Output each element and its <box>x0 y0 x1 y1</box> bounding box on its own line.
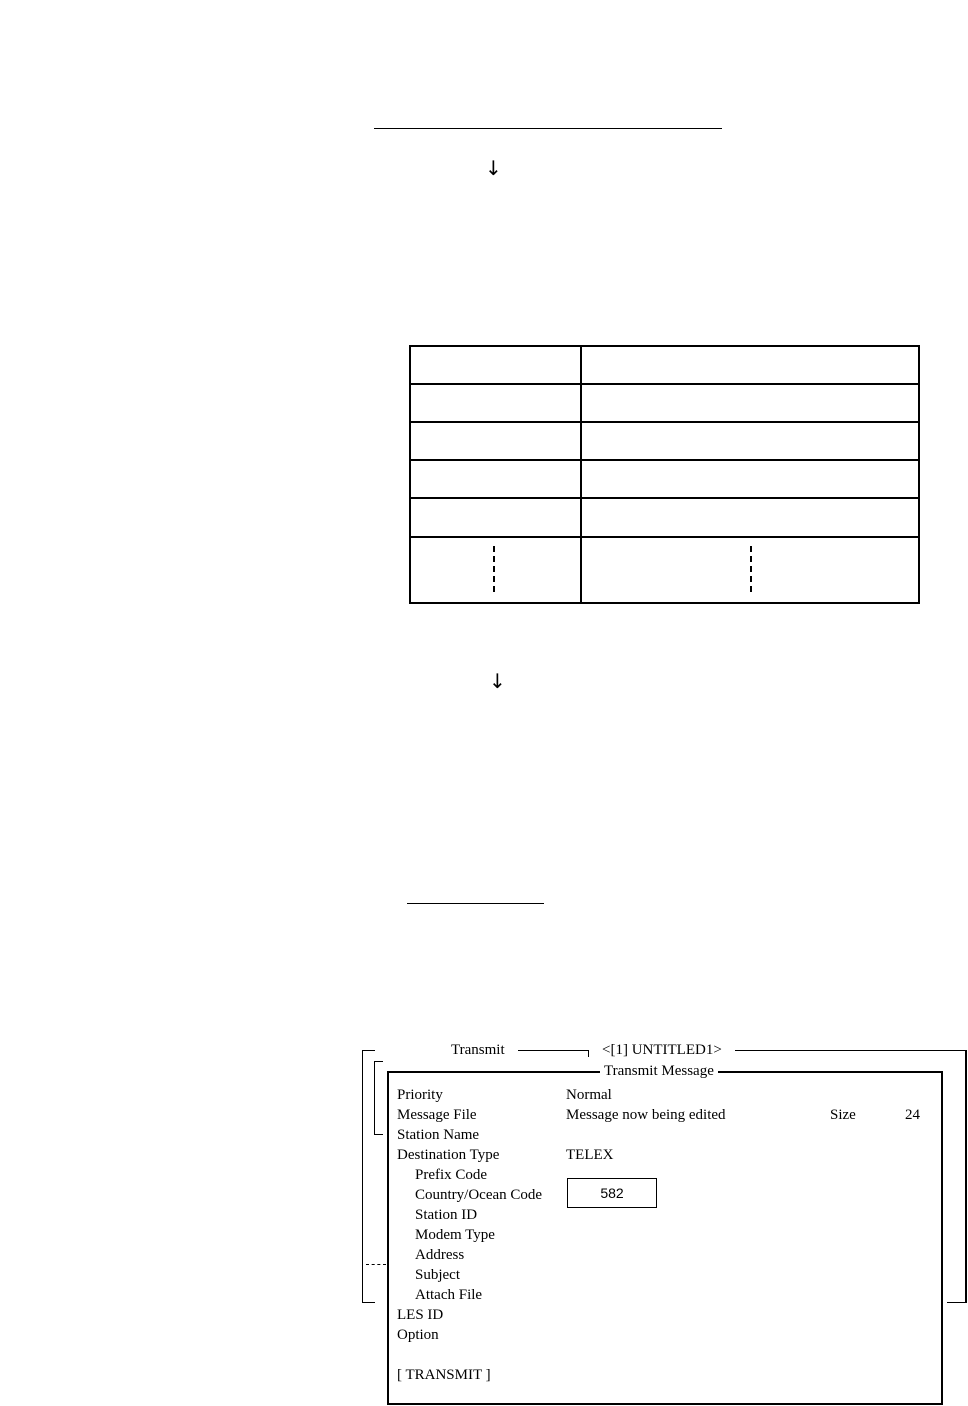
station-name-label[interactable]: Station Name <box>397 1127 480 1143</box>
window-top-border <box>735 1050 947 1051</box>
les-id-label[interactable]: LES ID <box>397 1307 444 1323</box>
table-row-divider <box>411 536 918 538</box>
address-label[interactable]: Address <box>415 1247 465 1263</box>
top-underline <box>374 128 722 129</box>
continuation-dashes <box>493 546 495 592</box>
size-value: 24 <box>905 1107 920 1123</box>
destination-type-value: TELEX <box>566 1147 614 1163</box>
attach-file-label[interactable]: Attach File <box>415 1287 483 1303</box>
outer-window-right-edge <box>947 1050 967 1303</box>
prefix-code-label[interactable]: Prefix Code <box>415 1167 488 1183</box>
priority-label[interactable]: Priority <box>397 1087 443 1103</box>
table-row-divider <box>411 497 918 499</box>
dashed-connector <box>366 1264 386 1265</box>
down-arrow-icon: ↓ <box>485 156 502 180</box>
transmit-button[interactable]: [ TRANSMIT ] <box>397 1367 491 1383</box>
subject-label[interactable]: Subject <box>415 1267 460 1283</box>
country-ocean-code-label[interactable]: Country/Ocean Code <box>415 1187 543 1203</box>
priority-value: Normal <box>566 1087 612 1103</box>
modem-type-label[interactable]: Modem Type <box>415 1227 495 1243</box>
message-file-label[interactable]: Message File <box>397 1107 477 1123</box>
continuation-dashes <box>750 546 752 592</box>
country-ocean-code-input[interactable]: 582 <box>567 1178 657 1208</box>
option-label[interactable]: Option <box>397 1327 439 1343</box>
table-column-divider <box>580 347 582 602</box>
mid-underline <box>407 903 544 904</box>
destination-type-label[interactable]: Destination Type <box>397 1147 500 1163</box>
file-title: <[1] UNTITLED1> <box>598 1040 726 1060</box>
table-row-divider <box>411 421 918 423</box>
table-row-divider <box>411 459 918 461</box>
tab-border <box>518 1050 589 1057</box>
blank-table <box>409 345 920 604</box>
message-file-value: Message now being edited <box>566 1107 726 1123</box>
inner-window-left-edge <box>374 1061 383 1135</box>
transmit-menu-title[interactable]: Transmit <box>447 1040 509 1060</box>
station-id-label[interactable]: Station ID <box>415 1207 478 1223</box>
size-label: Size <box>830 1107 856 1123</box>
down-arrow-icon: ↓ <box>489 669 506 693</box>
dialog-title: Transmit Message <box>600 1061 718 1081</box>
table-row-divider <box>411 383 918 385</box>
